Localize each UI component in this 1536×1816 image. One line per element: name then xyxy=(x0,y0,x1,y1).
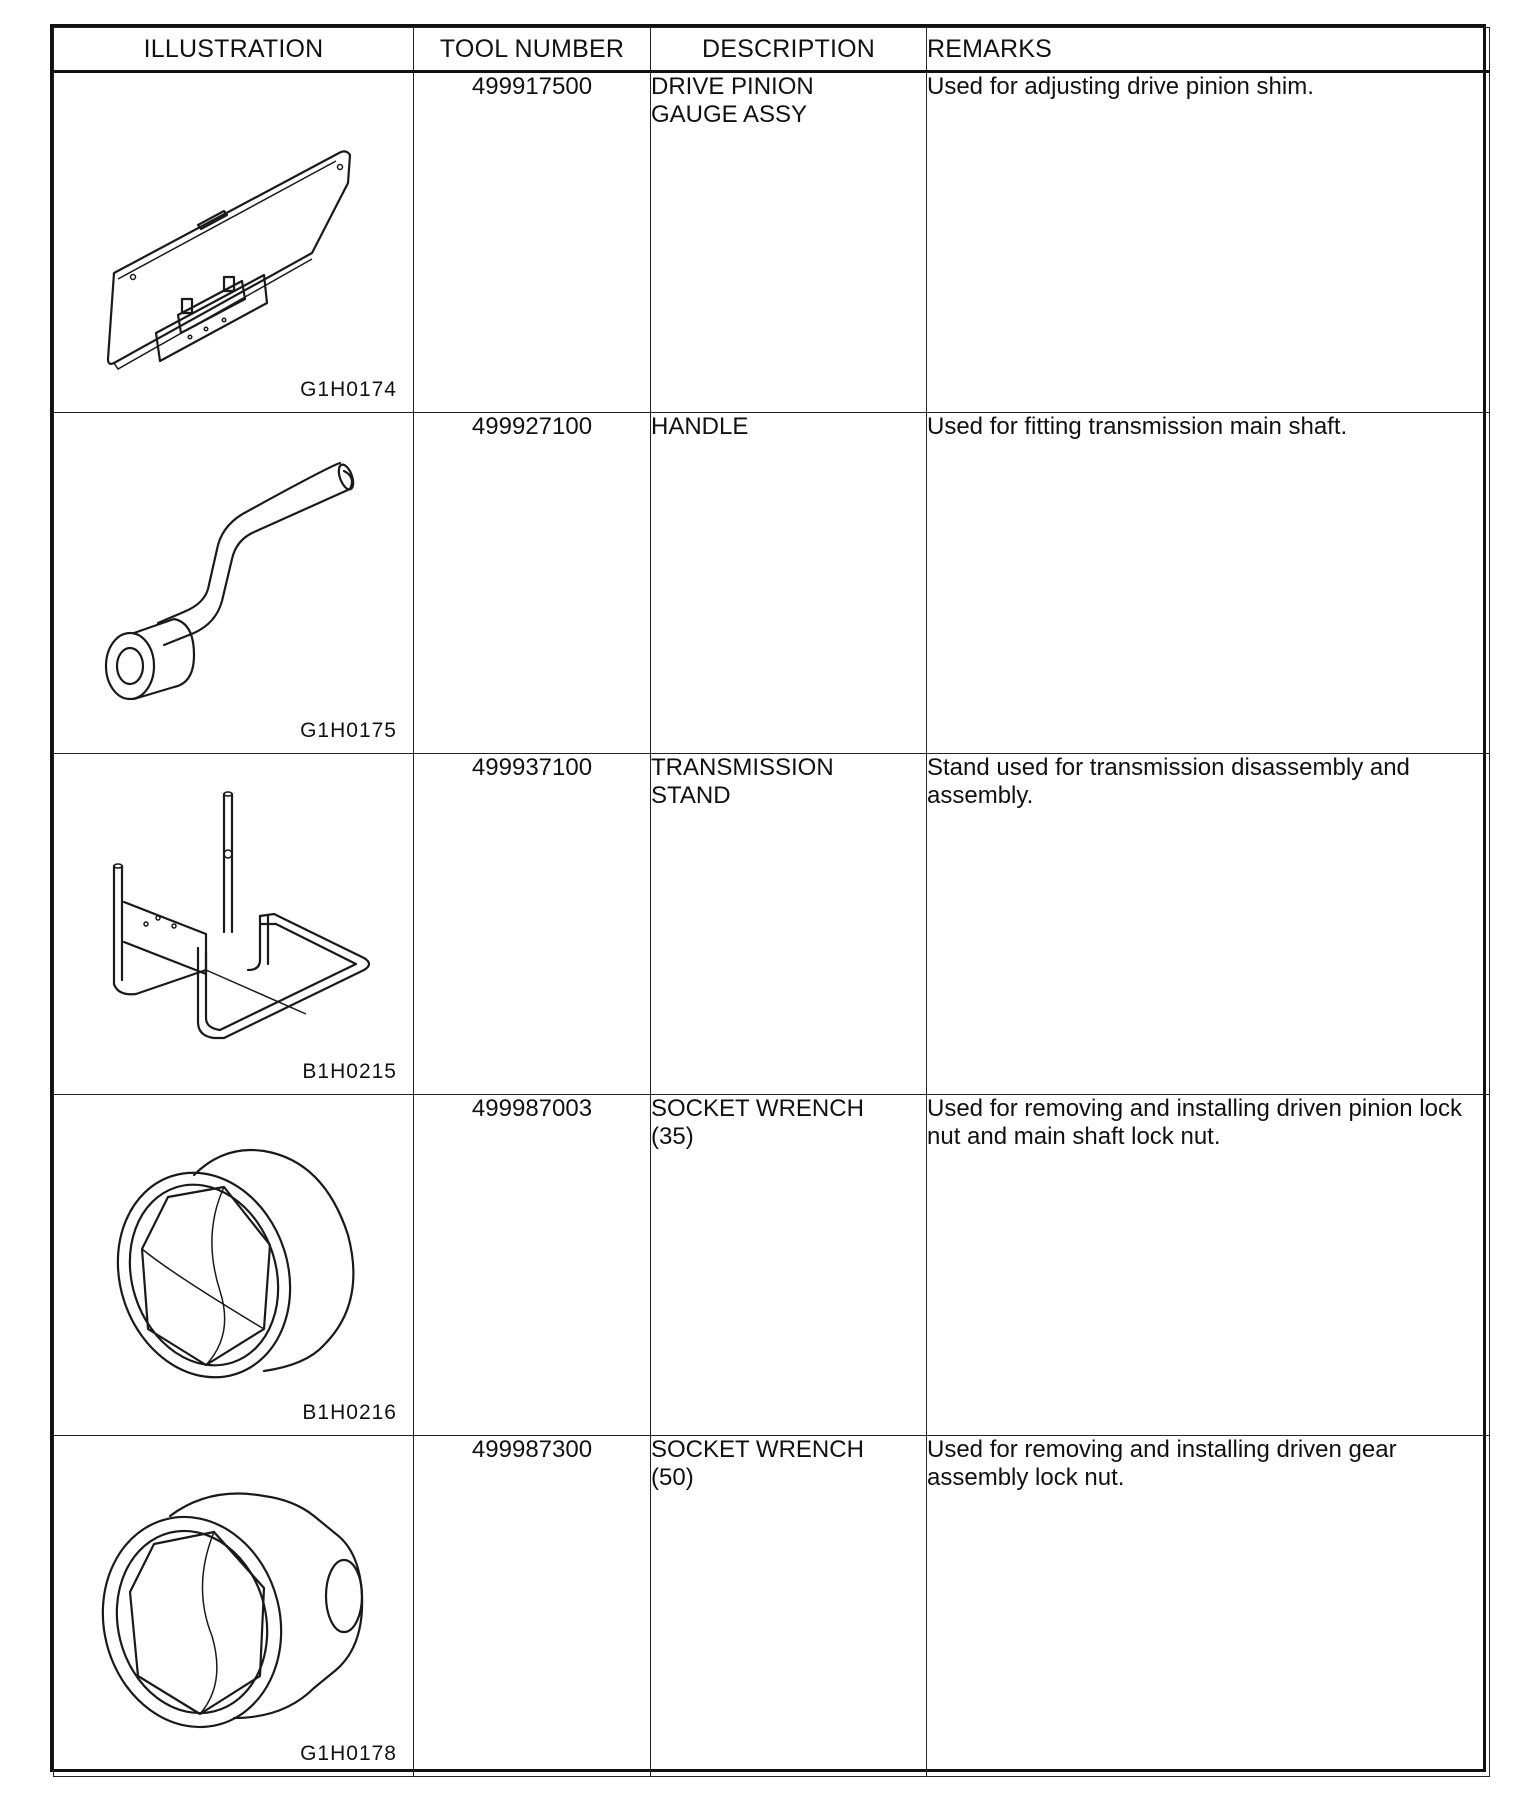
tool-description: DRIVE PINION GAUGE ASSY xyxy=(651,72,927,413)
tool-remarks: Used for removing and installing driven pinion lock nut and main shaft lock nut. xyxy=(927,1095,1490,1436)
figure-code: G1H0178 xyxy=(300,1742,397,1765)
tool-remarks: Used for adjusting drive pinion shim. xyxy=(927,72,1490,413)
illustration-cell xyxy=(54,1095,414,1436)
illustration-cell xyxy=(54,754,414,1095)
illustration-cell xyxy=(54,72,414,413)
socket-wrench-50-icon xyxy=(74,1456,374,1746)
table-row xyxy=(54,72,1490,413)
table-row xyxy=(54,1436,1490,1777)
figure-code: B1H0215 xyxy=(302,1060,397,1083)
header-description: DESCRIPTION xyxy=(651,28,927,72)
header-illustration: ILLUSTRATION xyxy=(54,28,414,72)
tool-description: SOCKET WRENCH (50) xyxy=(651,1436,927,1777)
tool-number: 499987300 xyxy=(414,1436,651,1777)
tool-remarks: Stand used for transmission disassembly and assembly. xyxy=(927,754,1490,1095)
stand-icon xyxy=(74,774,374,1064)
table-row xyxy=(54,413,1490,754)
illustration-cell xyxy=(54,1436,414,1777)
illustration-cell xyxy=(54,413,414,754)
tool-description: SOCKET WRENCH (35) xyxy=(651,1095,927,1436)
tool-description: HANDLE xyxy=(651,413,927,754)
figure-code: G1H0174 xyxy=(300,378,397,401)
special-tools-table xyxy=(53,27,1490,1777)
gauge-plate-icon xyxy=(74,93,374,383)
tool-remarks: Used for fitting transmission main shaft. xyxy=(927,413,1490,754)
tool-number: 499987003 xyxy=(414,1095,651,1436)
table-row xyxy=(54,1095,1490,1436)
figure-code: G1H0175 xyxy=(300,719,397,742)
header-tool-number: TOOL NUMBER xyxy=(414,28,651,72)
socket-wrench-35-icon xyxy=(74,1115,374,1405)
table-row xyxy=(54,754,1490,1095)
tool-description: TRANSMISSION STAND xyxy=(651,754,927,1095)
header-remarks: REMARKS xyxy=(927,28,1490,72)
tool-number: 499927100 xyxy=(414,413,651,754)
tool-number: 499917500 xyxy=(414,72,651,413)
table-header-row xyxy=(54,28,1490,72)
figure-code: B1H0216 xyxy=(302,1401,397,1424)
special-tools-sheet xyxy=(50,24,1486,1772)
handle-icon xyxy=(74,433,374,723)
tool-remarks: Used for removing and installing driven gear assembly lock nut. xyxy=(927,1436,1490,1777)
tool-number: 499937100 xyxy=(414,754,651,1095)
